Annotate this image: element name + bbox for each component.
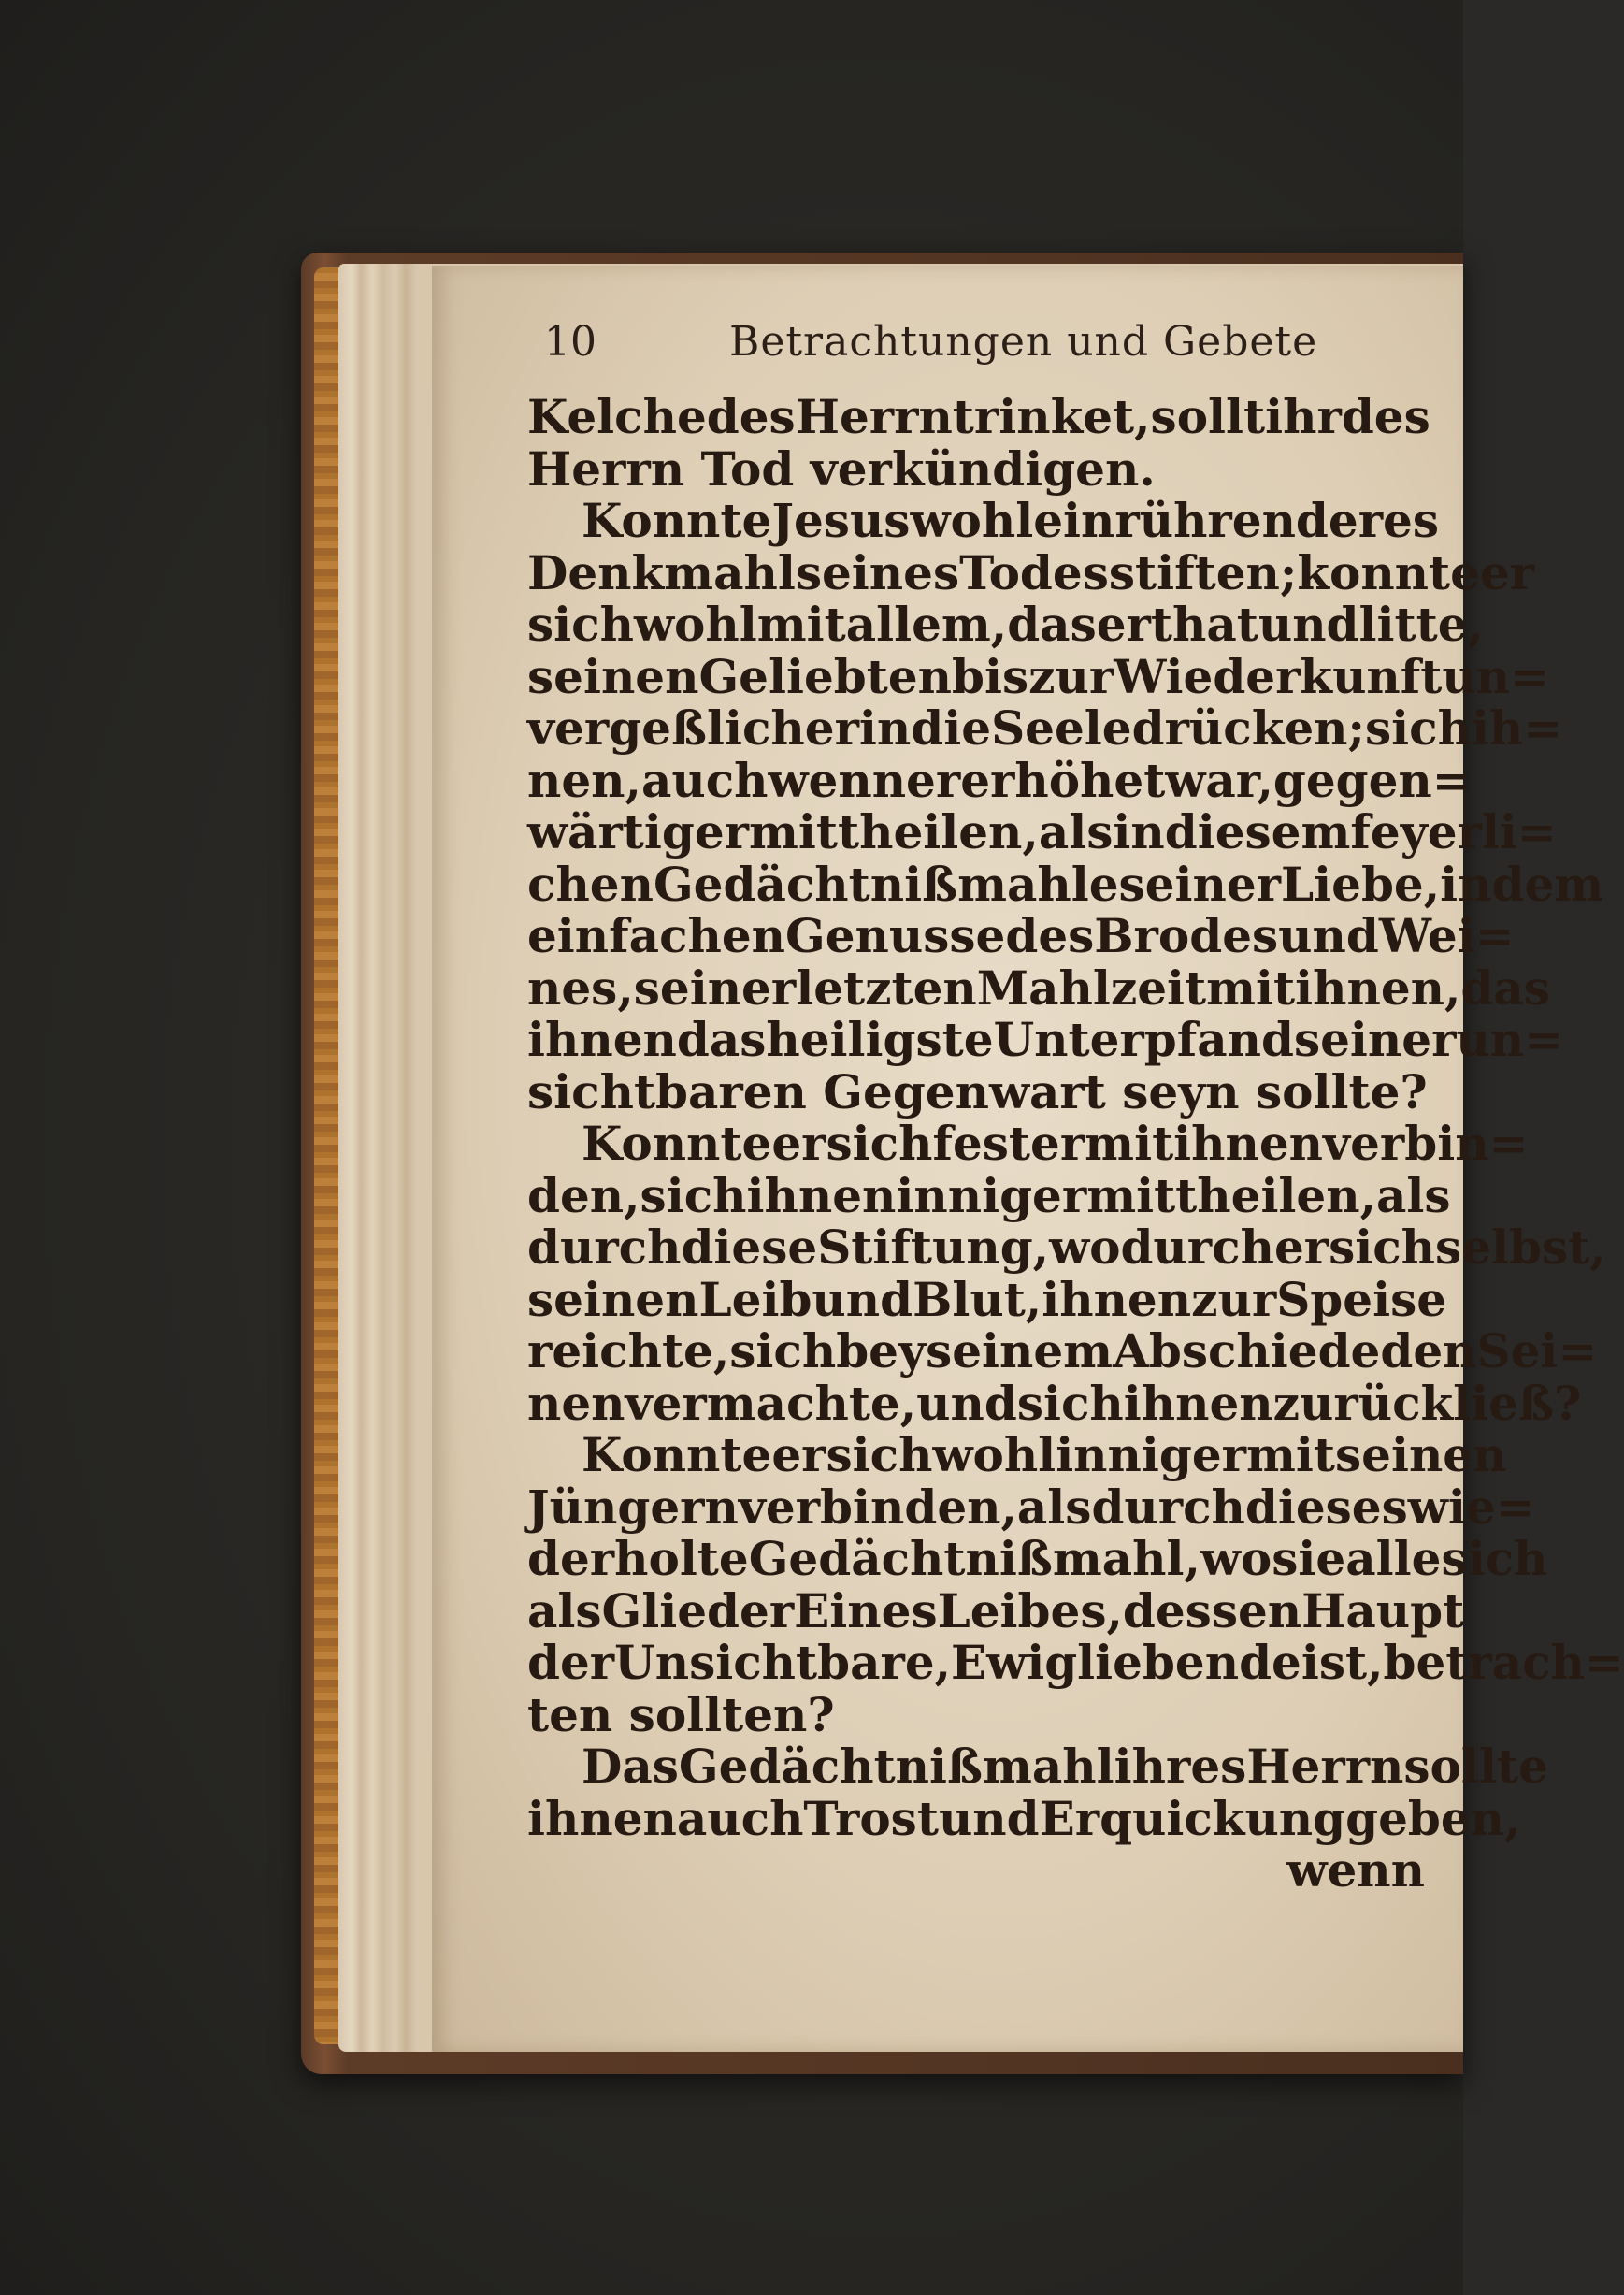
- text-line: nen, auch wenn er erhöhet war, gegen=: [527, 752, 1472, 808]
- text-line: den, sich ihnen inniger mittheilen, als: [527, 1167, 1451, 1223]
- text-line: ihnen auch Trost und Erquickung geben,: [527, 1790, 1521, 1846]
- text-line: derholte Gedächtnißmahl, wo sie alle sich: [527, 1531, 1548, 1586]
- text-line: reichte, sich bey seinem Abschiede den Sei=: [527, 1323, 1598, 1378]
- text-line: durch diese Stiftung, wodurch er sich selbst,: [527, 1220, 1606, 1275]
- page-body: [527, 389, 1624, 1898]
- text-line: seinen Leib und Blut, ihnen zur Speise: [527, 1271, 1447, 1327]
- text-line: nes, seiner letzten Mahlzeit mit ihnen, das: [527, 960, 1550, 1016]
- text-line: Konnte er sich fester mit ihnen verbin=: [582, 1116, 1529, 1171]
- text-line: ihnen das heiligste Unterpfand seiner un=: [527, 1012, 1564, 1067]
- text-line: Das Gedächtnißmahl ihres Herrn sollte: [582, 1739, 1548, 1794]
- text-line: vergeßlicher in die Seele drücken; sich ih=: [527, 700, 1563, 756]
- text-line: chen Gedächtnißmahle seiner Liebe, in dem: [527, 856, 1604, 912]
- text-line: sichtbaren Gegenwart seyn sollte?: [527, 1063, 1428, 1119]
- text-line: einfachen Genusse des Brodes und Wei=: [527, 908, 1515, 963]
- text-line: wenn: [1286, 1842, 1425, 1898]
- text-line: Konnte er sich wohl inniger mit seinen: [582, 1427, 1507, 1482]
- text-line: Denkmahl seines Todes stiften; konnte er: [527, 544, 1535, 600]
- text-line: Kelche des Herrn trinket, sollt ihr des: [527, 389, 1430, 444]
- text-line: Jüngern verbinden, als durch dieses wie=: [527, 1479, 1535, 1535]
- text-line: Herrn Tod verkündigen.: [527, 440, 1156, 497]
- text-line: sich wohl mit allem, das er that und litte,: [527, 597, 1484, 652]
- text-line: Konnte Jesus wohl ein rührenderes: [582, 493, 1440, 548]
- text-line: der Unsichtbare, Ewigliebende ist, betrach=: [527, 1635, 1624, 1690]
- text-line: ten sollten?: [527, 1686, 835, 1742]
- text-line: seinen Geliebten bis zur Wiederkunft un=: [527, 648, 1549, 704]
- page-number: 10: [544, 318, 596, 366]
- text-line: nen vermachte, und sich ihnen zurückließ?: [527, 1375, 1582, 1431]
- text-line: wärtiger mittheilen, als in diesem feyerli=: [527, 804, 1557, 859]
- text-line: als Glieder Eines Leibes, dessen Haupt: [527, 1582, 1465, 1638]
- running-title: Betrachtungen und Gebete: [729, 318, 1318, 366]
